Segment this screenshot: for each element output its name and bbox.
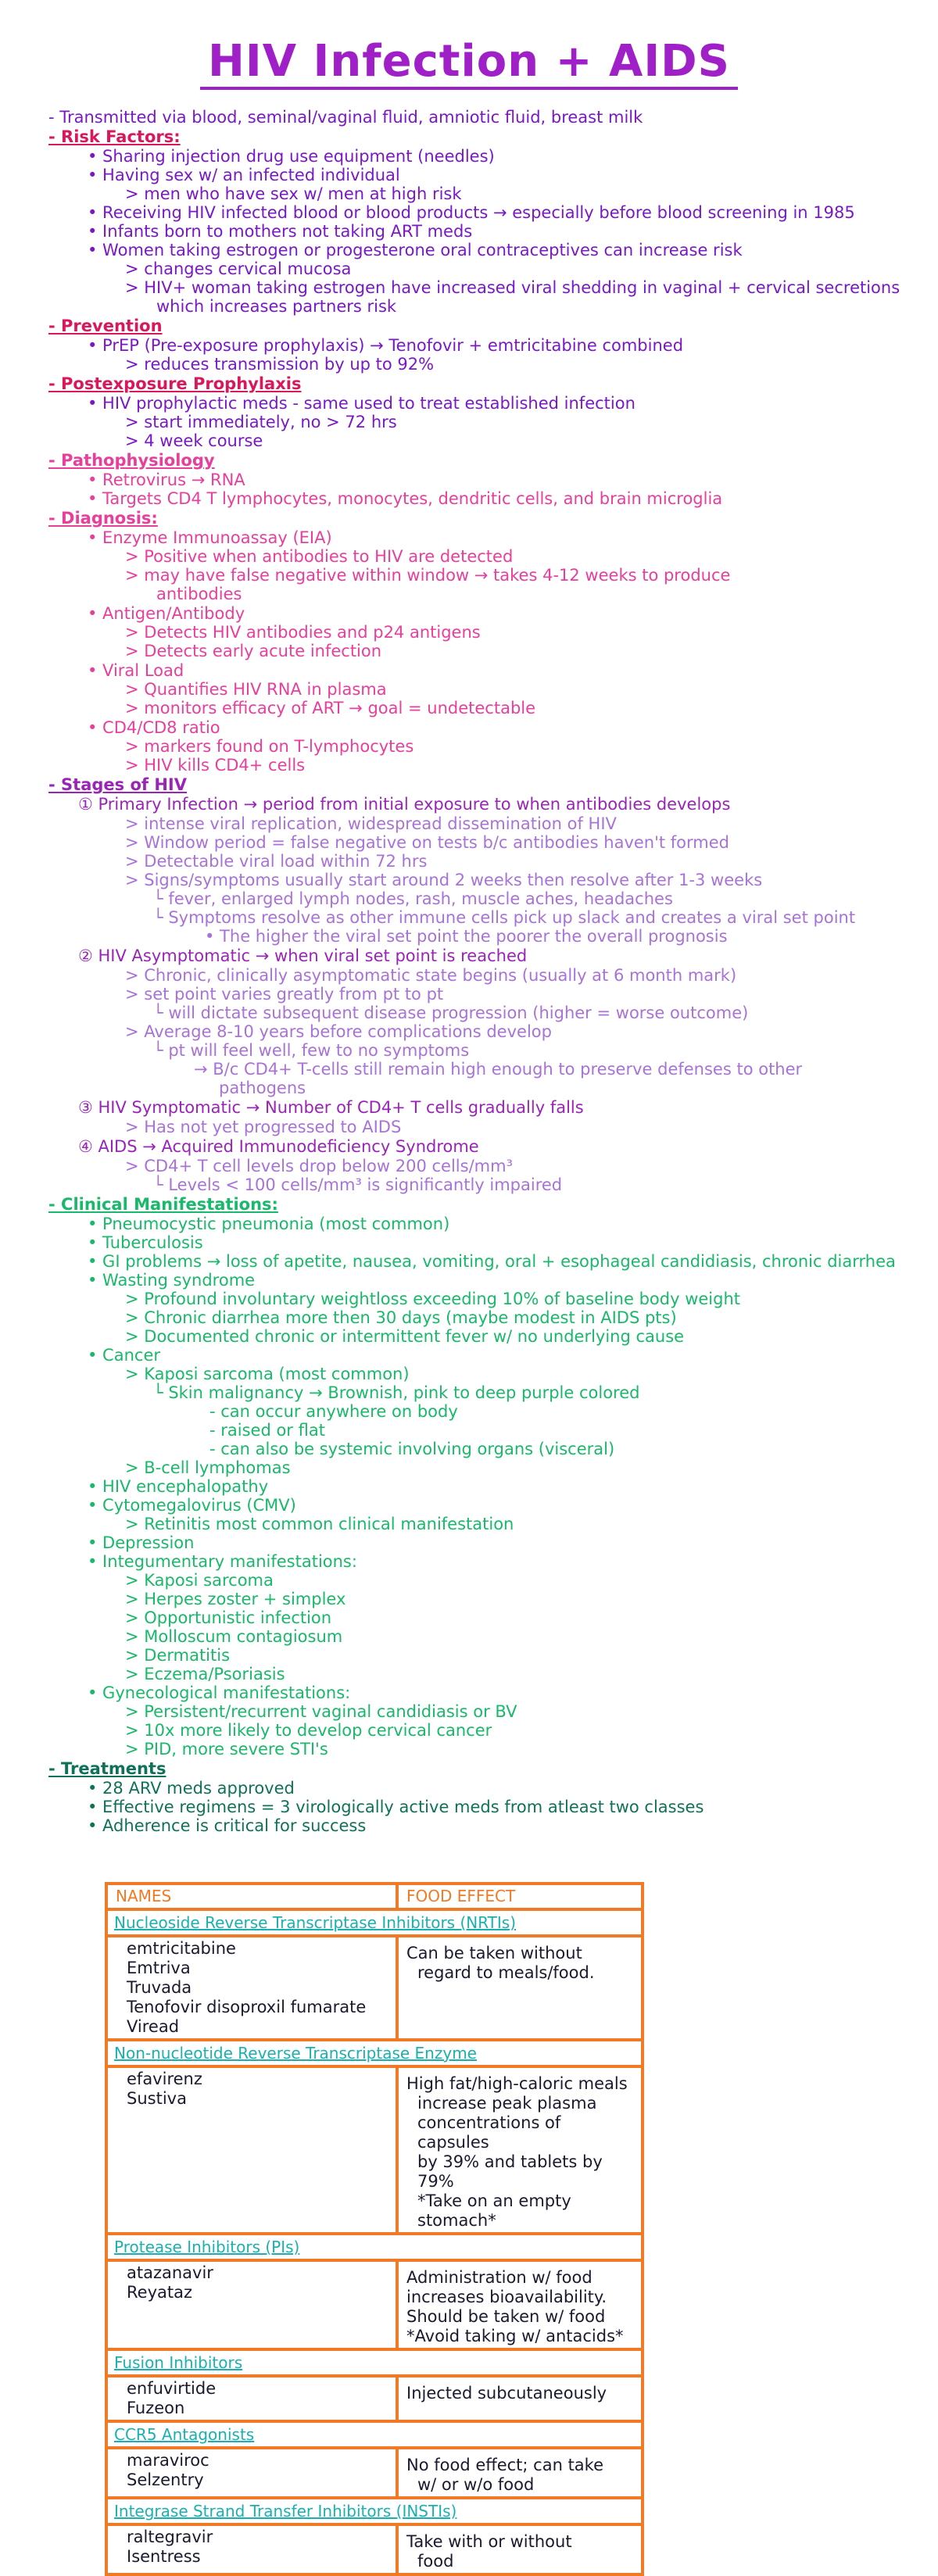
food-effect-cell — [399, 2262, 641, 2348]
drug-names-cell — [108, 1937, 399, 2038]
note-line: > changes cervical mucosa — [125, 259, 352, 278]
drug-name: efavirenz — [127, 2070, 202, 2088]
note-line: • The higher the viral set point the poorer the overall prognosis — [205, 927, 728, 946]
note-line: > Signs/symptoms usually start around 2 weeks then resolve after 1-3 weeks — [125, 871, 763, 889]
note-line: > start immediately, no > 72 hrs — [125, 413, 397, 431]
drug-name: Viread — [127, 2017, 180, 2036]
section-heading: - Risk Factors: — [48, 127, 181, 146]
note-line: antibodies — [156, 585, 242, 603]
drug-name: Fuzeon — [127, 2399, 185, 2417]
section-heading: - Stages of HIV — [48, 775, 187, 794]
food-effect-line: Should be taken w/ food — [406, 2307, 606, 2326]
note-line: └ fever, enlarged lymph nodes, rash, muscle aches, headaches — [153, 889, 673, 908]
food-effect-line: Injected subcutaneously — [406, 2384, 607, 2402]
note-line: • Cytomegalovirus (CMV) — [88, 1496, 296, 1515]
drug-class-label: Fusion Inhibitors — [108, 2351, 641, 2377]
drug-class-label: Non-nucleotide Reverse Transcriptase Enzyme — [108, 2041, 641, 2068]
food-effect-line: increase peak plasma — [417, 2094, 597, 2113]
note-line: > Kaposi sarcoma (most common) — [125, 1365, 410, 1383]
drug-name: enfuvirtide — [127, 2379, 217, 2398]
note-line: > intense viral replication, widespread dissemination of HIV — [125, 814, 617, 833]
drug-name: atazanavir — [127, 2263, 213, 2282]
food-effect-line: regard to meals/food. — [417, 1963, 595, 1982]
note-line: > Kaposi sarcoma — [125, 1571, 274, 1590]
food-effect-line: High fat/high-caloric meals — [406, 2074, 628, 2093]
food-effect-line: No food effect; can take — [406, 2456, 603, 2474]
note-line: > Dermatitis — [125, 1646, 231, 1665]
drug-names-cell — [108, 2449, 399, 2496]
header-names: NAMES — [108, 1885, 399, 1908]
note-line: • Adherence is critical for success — [88, 1816, 367, 1835]
note-line: > Average 8-10 years before complications develop — [125, 1022, 552, 1041]
table-row — [108, 2377, 641, 2423]
note-line: > Herpes zoster + simplex — [125, 1590, 346, 1608]
note-line: pathogens — [219, 1079, 306, 1097]
note-line: > Documented chronic or intermittent fever w/ no underlying cause — [125, 1327, 685, 1346]
note-line: └ pt will feel well, few to no symptoms — [153, 1041, 470, 1060]
note-line: • Integumentary manifestations: — [88, 1552, 357, 1571]
note-line: • Tuberculosis — [88, 1233, 203, 1252]
page-title-text: HIV Infection + AIDS — [200, 36, 738, 90]
food-effect-line: by 39% and tablets by 79% — [417, 2152, 603, 2191]
note-line: > Has not yet progressed to AIDS — [125, 1118, 402, 1136]
food-effect-cell — [399, 2068, 641, 2232]
section-heading: - Pathophysiology — [48, 451, 215, 470]
drug-name: Reyataz — [127, 2283, 192, 2302]
section-heading: - Postexposure Prophylaxis — [48, 374, 302, 393]
section-heading: - Diagnosis: — [48, 509, 158, 528]
table-row — [108, 2068, 641, 2235]
note-line: • Gynecological manifestations: — [88, 1683, 351, 1702]
note-line: > Eczema/Psoriasis — [125, 1665, 285, 1683]
arv-medication-table — [105, 1882, 644, 2576]
section-heading: - Clinical Manifestations: — [48, 1195, 278, 1214]
note-line: - can occur anywhere on body — [209, 1402, 458, 1421]
note-line: └ Symptoms resolve as other immune cells pick up slack and creates a viral set point — [153, 908, 856, 927]
note-line: └ Skin malignancy → Brownish, pink to deep purple colored — [153, 1383, 640, 1402]
drug-name: Sustiva — [127, 2089, 187, 2108]
note-line: → B/c CD4+ T-cells still remain high enough to preserve defenses to other — [194, 1060, 803, 1079]
drug-name: Truvada — [127, 1978, 192, 1997]
food-effect-line: Can be taken without — [406, 1944, 582, 1962]
note-line: > PID, more severe STI's — [125, 1740, 328, 1758]
note-line: • Viral Load — [88, 661, 184, 680]
note-line: > Quantifies HIV RNA in plasma — [125, 680, 387, 699]
note-line: > Detects early acute infection — [125, 642, 382, 660]
drug-names-cell — [108, 2526, 399, 2573]
note-line: > markers found on T-lymphocytes — [125, 737, 414, 756]
food-effect-cell — [399, 2449, 641, 2496]
drug-names-cell — [108, 2068, 399, 2232]
note-line: • Receiving HIV infected blood or blood products → especially before blood screening in 1985 — [88, 203, 855, 222]
note-line: > reduces transmission by up to 92% — [125, 355, 435, 374]
food-effect-line: *Avoid taking w/ antacids* — [406, 2327, 624, 2345]
note-line: └ Levels < 100 cells/mm³ is significantly impaired — [153, 1175, 563, 1194]
note-line: - can also be systemic involving organs (visceral) — [209, 1440, 615, 1458]
note-line: > set point varies greatly from pt to pt — [125, 985, 444, 1004]
note-line: • Effective regimens = 3 virologically active meds from atleast two classes — [88, 1798, 704, 1816]
note-line: > HIV kills CD4+ cells — [125, 756, 306, 775]
note-line: • Targets CD4 T lymphocytes, monocytes, dendritic cells, and brain microglia — [88, 489, 723, 508]
drug-class-label: Nucleoside Reverse Transcriptase Inhibitors (NRTIs) — [108, 1911, 641, 1937]
page-title — [0, 36, 938, 87]
drug-class-label: CCR5 Antagonists — [108, 2423, 641, 2449]
food-effect-line: *Take on an empty stomach* — [417, 2191, 571, 2230]
note-line: - Transmitted via blood, seminal/vaginal fluid, amniotic fluid, breast milk — [48, 108, 643, 127]
note-line: • Having sex w/ an infected individual — [88, 166, 400, 184]
note-line: • Retrovirus → RNA — [88, 470, 245, 489]
section-heading: - Prevention — [48, 317, 163, 335]
note-line: > monitors efficacy of ART → goal = undetectable — [125, 699, 536, 717]
drug-name: Selzentry — [127, 2470, 204, 2489]
note-line: └ will dictate subsequent disease progression (higher = worse outcome) — [153, 1004, 749, 1022]
food-effect-line: increases bioavailability. — [406, 2288, 607, 2306]
note-line: > HIV+ woman taking estrogen have increased viral shedding in vaginal + cervical secretions — [125, 278, 900, 297]
food-effect-line: Take with or without — [406, 2532, 572, 2551]
note-line: • HIV encephalopathy — [88, 1477, 269, 1496]
note-line: > Positive when antibodies to HIV are detected — [125, 547, 514, 566]
note-line: > 4 week course — [125, 431, 263, 450]
food-effect-line: food — [417, 2552, 454, 2571]
note-line: > Opportunistic infection — [125, 1608, 332, 1627]
food-effect-line: Administration w/ food — [406, 2268, 593, 2287]
note-line: > Detects HIV antibodies and p24 antigens — [125, 623, 481, 642]
note-line: > CD4+ T cell levels drop below 200 cells/mm³ — [125, 1157, 513, 1175]
note-line: > Profound involuntary weightloss exceeding 10% of baseline body weight — [125, 1290, 740, 1308]
note-line: - raised or flat — [209, 1421, 325, 1440]
note-line: > Detectable viral load within 72 hrs — [125, 852, 428, 871]
note-line: ④ AIDS → Acquired Immunodeficiency Syndrome — [78, 1137, 479, 1156]
note-line: > Chronic, clinically asymptomatic state begins (usually at 6 month mark) — [125, 966, 737, 985]
note-line: > Retinitis most common clinical manifestation — [125, 1515, 514, 1533]
note-line: • Antigen/Antibody — [88, 604, 245, 623]
table-header-row — [108, 1885, 641, 1911]
note-line: • GI problems → loss of apetite, nausea, vomiting, oral + esophageal candidiasis, chronic diarrhea — [88, 1252, 896, 1271]
note-line: • Enzyme Immunoassay (EIA) — [88, 528, 332, 547]
table-row — [108, 2262, 641, 2351]
drug-name: Tenofovir disoproxil fumarate — [127, 1998, 367, 2016]
note-line: > may have false negative within window → takes 4-12 weeks to produce — [125, 566, 731, 585]
food-effect-cell — [399, 2526, 641, 2573]
note-line: • Women taking estrogen or progesterone oral contraceptives can increase risk — [88, 241, 743, 259]
note-line: ② HIV Asymptomatic → when viral set point is reached — [78, 946, 528, 965]
drug-name: Isentress — [127, 2547, 201, 2566]
note-line: ① Primary Infection → period from initial exposure to when antibodies develops — [78, 795, 731, 814]
food-effect-line: w/ or w/o food — [417, 2475, 535, 2494]
drug-class-label: Protease Inhibitors (PIs) — [108, 2235, 641, 2262]
note-line: > men who have sex w/ men at high risk — [125, 184, 462, 203]
table-row — [108, 2449, 641, 2499]
food-effect-cell — [399, 1937, 641, 2038]
note-line: ③ HIV Symptomatic → Number of CD4+ T cells gradually falls — [78, 1098, 584, 1117]
note-line: • Sharing injection drug use equipment (needles) — [88, 147, 495, 166]
note-line: > B-cell lymphomas — [125, 1458, 291, 1477]
note-line: • Infants born to mothers not taking ART meds — [88, 222, 473, 241]
note-line: > Molloscum contagiosum — [125, 1627, 343, 1646]
header-food-effect: FOOD EFFECT — [406, 1887, 516, 1905]
note-line: • Pneumocystic pneumonia (most common) — [88, 1215, 450, 1233]
note-line: • 28 ARV meds approved — [88, 1779, 295, 1798]
drug-name: emtricitabine — [127, 1939, 236, 1958]
table-row — [108, 2526, 641, 2576]
section-heading: - Treatments — [48, 1759, 166, 1778]
note-line: > Window period = false negative on tests b/c antibodies haven't formed — [125, 833, 730, 852]
note-line: > Chronic diarrhea more then 30 days (maybe modest in AIDS pts) — [125, 1308, 677, 1327]
note-line: • Depression — [88, 1533, 195, 1552]
drug-names-cell — [108, 2262, 399, 2348]
drug-name: Emtriva — [127, 1959, 191, 1977]
note-line: • CD4/CD8 ratio — [88, 718, 220, 737]
table-row — [108, 1937, 641, 2041]
drug-name: raltegravir — [127, 2528, 213, 2546]
note-line: • Cancer — [88, 1346, 161, 1365]
note-line: > Persistent/recurrent vaginal candidiasis or BV — [125, 1702, 517, 1721]
note-line: • HIV prophylactic meds - same used to treat established infection — [88, 394, 635, 413]
drug-class-label: Integrase Strand Transfer Inhibitors (INSTIs) — [108, 2499, 641, 2526]
note-line: • Wasting syndrome — [88, 1271, 256, 1290]
note-line: • PrEP (Pre-exposure prophylaxis) → Tenofovir + emtricitabine combined — [88, 336, 684, 355]
note-line: > 10x more likely to develop cervical cancer — [125, 1721, 492, 1740]
note-line: which increases partners risk — [156, 297, 397, 316]
food-effect-line: concentrations of capsules — [417, 2113, 561, 2152]
drug-name: maraviroc — [127, 2451, 209, 2470]
